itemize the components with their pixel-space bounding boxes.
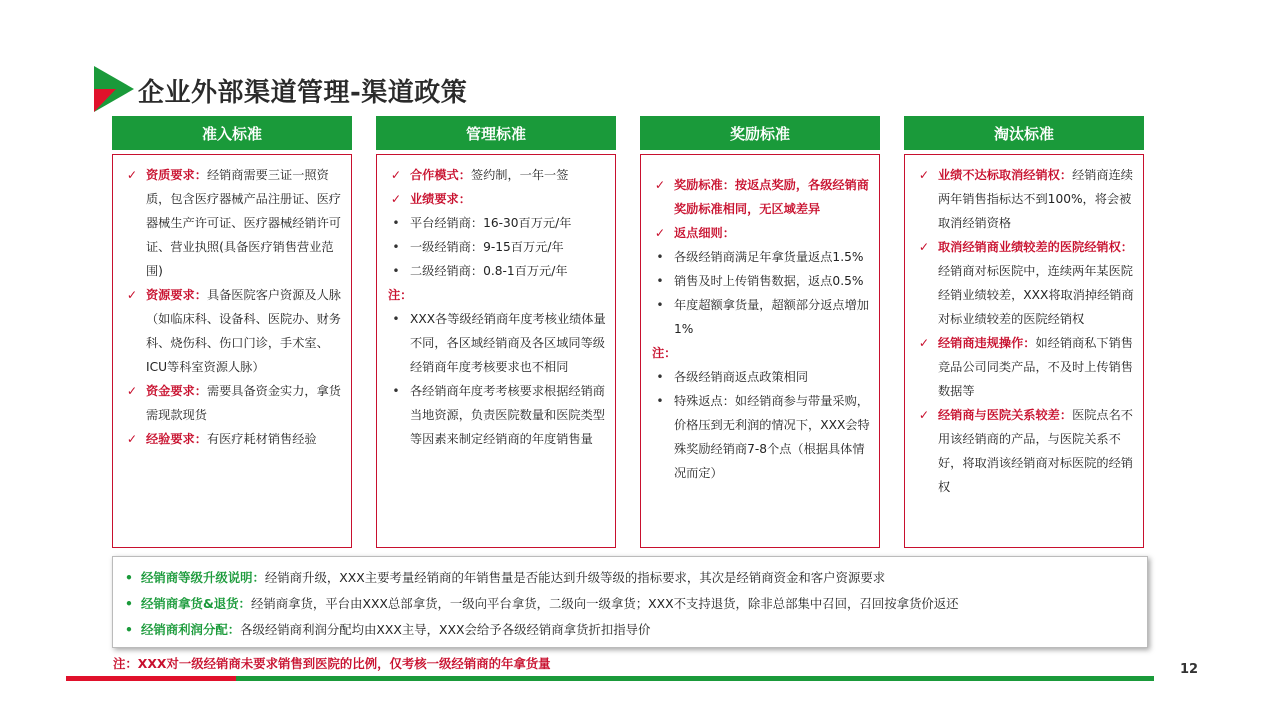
list-item: • 二级经销商：0.8-1百万元/年 — [386, 259, 606, 283]
list-item: ✓ 经验要求：有医疗耗材销售经验 — [122, 427, 342, 451]
check-icon: ✓ — [918, 336, 930, 350]
list-item: • 各级经销商返点政策相同 — [650, 365, 870, 389]
list-item: ✓ 资金要求：需要具备资金实力，拿货需现款现货 — [122, 379, 342, 427]
column-entry-criteria — [112, 116, 352, 446]
check-icon: ✓ — [654, 178, 666, 192]
bullet-icon: • — [392, 264, 400, 278]
check-icon: ✓ — [390, 168, 402, 182]
bullet-icon: • — [392, 240, 400, 254]
list-item: ✓ 资源要求：具备医院客户资源及人脉（如临床科、设备科、医院办、财务科、烧伤科、伤口门诊，手术室、ICU等科室资源人脉） — [122, 283, 342, 379]
list-item: ✓ 取消经销商业绩较差的医院经销权：经销商对标医院中，连续两年某医院经销业绩较差，XXX将取消掉经销商对标业绩较差的医院经销权 — [914, 235, 1134, 331]
page-number: 12 — [1180, 662, 1199, 677]
bullet-icon: • — [656, 250, 664, 264]
column-elimination-criteria — [904, 116, 1144, 494]
list-item: ✓ 业绩要求： — [386, 187, 606, 211]
bullet-icon: • — [392, 384, 400, 398]
check-icon: ✓ — [126, 432, 138, 446]
bullet-icon: • — [125, 596, 133, 611]
footer-bar-green — [236, 676, 1154, 681]
check-icon: ✓ — [654, 226, 666, 240]
column-header: 准入标准 — [112, 116, 352, 150]
check-icon: ✓ — [918, 240, 930, 254]
footer-bar-red — [66, 676, 236, 681]
column-header: 淘汰标准 — [904, 116, 1144, 150]
list-item: • 特殊返点：如经销商参与带量采购，价格压到无利润的情况下，XXX会特殊奖励经销商7-8个点（根据具体情况而定） — [650, 389, 870, 485]
bullet-icon: • — [656, 370, 664, 384]
check-icon: ✓ — [126, 384, 138, 398]
brand-logo — [94, 66, 134, 112]
check-icon: ✓ — [918, 168, 930, 182]
check-icon: ✓ — [918, 408, 930, 422]
list-item: ✓ 返点细则： — [650, 221, 870, 245]
summary-box — [112, 556, 1148, 648]
column-reward-criteria — [640, 116, 880, 480]
bullet-icon: • — [125, 570, 133, 585]
list-item: • 一级经销商：9-15百万元/年 — [386, 235, 606, 259]
column-management-criteria — [376, 116, 616, 446]
summary-item: • 经销商等级升级说明：经销商升级，XXX主要考量经销商的年销售量是否能达到升级等级的指标要求，其次是经销商资金和客户资源要求 — [123, 565, 1137, 591]
list-item: • 各经销商年度考考核要求根据经销商当地资源，负责医院数量和医院类型等因素来制定经销商的年度销售量 — [386, 379, 606, 451]
list-item: ✓ 奖励标准：按返点奖励，各级经销商奖励标准相同，无区域差异 — [650, 173, 870, 221]
column-body — [112, 154, 352, 548]
bullet-icon: • — [392, 312, 400, 326]
column-header: 管理标准 — [376, 116, 616, 150]
bullet-icon: • — [656, 274, 664, 288]
list-item: • 平台经销商：16-30百万元/年 — [386, 211, 606, 235]
column-body — [640, 154, 880, 548]
note-label: 注： — [388, 288, 413, 302]
list-item: ✓ 业绩不达标取消经销权：经销商连续两年销售指标达不到100%，将会被取消经销资格 — [914, 163, 1134, 235]
page-title: 企业外部渠道管理-渠道政策 — [138, 78, 468, 108]
footnote: 注：XXX对一级经销商未要求销售到医院的比例，仅考核一级经销商的年拿货量 — [113, 656, 551, 671]
summary-item: • 经销商利润分配：各级经销商利润分配均由XXX主导，XXX会给予各级经销商拿货折扣指导价 — [123, 617, 1137, 643]
bullet-icon: • — [392, 216, 400, 230]
list-item: ✓ 经销商违规操作：如经销商私下销售竞品公司同类产品，不及时上传销售数据等 — [914, 331, 1134, 403]
check-icon: ✓ — [390, 192, 402, 206]
list-item: ✓ 合作模式：签约制，一年一签 — [386, 163, 606, 187]
list-item: ✓ 经销商与医院关系较差：医院点名不用该经销商的产品，与医院关系不好，将取消该经销商对标医院的经销权 — [914, 403, 1134, 499]
check-icon: ✓ — [126, 288, 138, 302]
bullet-icon: • — [125, 622, 133, 637]
column-body — [376, 154, 616, 548]
list-item: • 年度超额拿货量，超额部分返点增加1% — [650, 293, 870, 341]
bullet-icon: • — [656, 298, 664, 312]
list-item: • 销售及时上传销售数据，返点0.5% — [650, 269, 870, 293]
bullet-icon: • — [656, 394, 664, 408]
list-item: ✓ 资质要求：经销商需要三证一照资质，包含医疗器械产品注册证、医疗器械生产许可证、医疗器械经销许可证、营业执照(具备医疗销售营业范围) — [122, 163, 342, 283]
column-header: 奖励标准 — [640, 116, 880, 150]
note-label: 注： — [652, 346, 677, 360]
list-item: • XXX各等级经销商年度考核业绩体量不同，各区域经销商及各区域同等级经销商年度考核要求也不相同 — [386, 307, 606, 379]
summary-item: • 经销商拿货&退货：经销商拿货，平台由XXX总部拿货，一级向平台拿货，二级向一级拿货；XXX不支持退货，除非总部集中召回，召回按拿货价返还 — [123, 591, 1137, 617]
check-icon: ✓ — [126, 168, 138, 182]
column-body — [904, 154, 1144, 548]
list-item: • 各级经销商满足年拿货量返点1.5% — [650, 245, 870, 269]
